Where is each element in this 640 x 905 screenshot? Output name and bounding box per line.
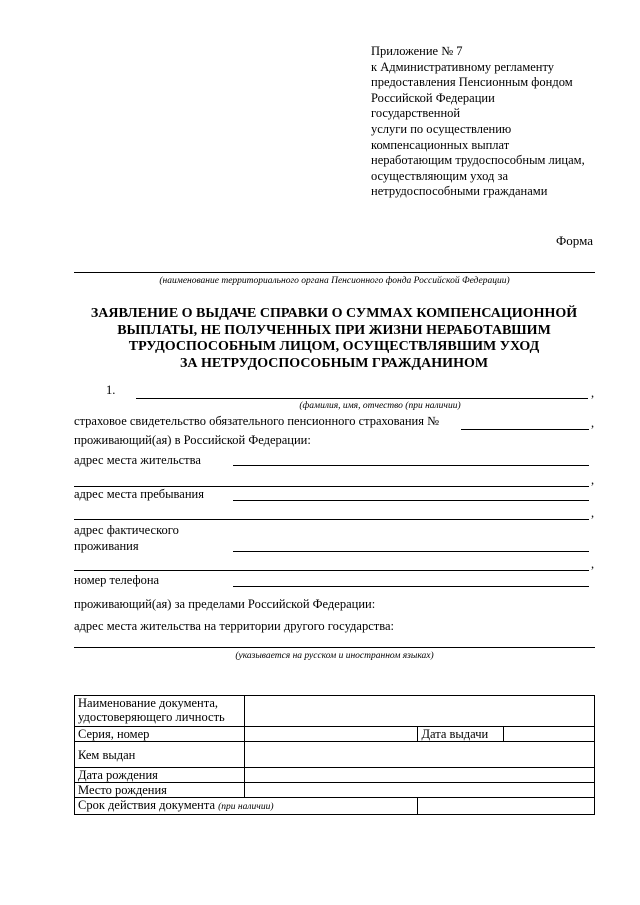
appendix-line: государственной: [371, 106, 461, 121]
address-stay-field-2[interactable]: [74, 519, 589, 520]
document-title: [74, 306, 594, 372]
appendix-line: нетрудоспособными гражданами: [371, 184, 548, 199]
table-row: [75, 696, 595, 727]
issued-by-field[interactable]: [244, 742, 594, 768]
table-row: [75, 798, 595, 815]
phone-label: номер телефона: [74, 573, 160, 587]
resident-rf-label: проживающий(ая) в Российской Федерации:: [74, 433, 311, 447]
doc-name-field[interactable]: [244, 696, 594, 727]
birth-place-field[interactable]: [244, 783, 594, 798]
identity-document-table: [74, 695, 595, 815]
table-row: [75, 783, 595, 798]
lang-caption: (указывается на русском и иностранном языках): [235, 651, 434, 661]
snils-field[interactable]: [461, 429, 589, 430]
address-residence-field[interactable]: [233, 465, 589, 466]
title-line: ЗА НЕТРУДОСПОСОБНЫМ ГРАЖДАНИНОМ: [179, 355, 489, 371]
birth-date-label: Дата рождения: [75, 768, 245, 783]
address-actual-field[interactable]: [233, 551, 589, 552]
appendix-line: услуги по осуществлению: [371, 121, 512, 136]
snils-label: страховое свидетельство обязательного пенсионного страхования №: [74, 414, 440, 428]
doc-name-label: Наименование документа, удостоверяющего личность: [75, 696, 245, 727]
birth-date-field[interactable]: [244, 768, 594, 783]
title-line: ТРУДОСПОСОБНЫМ ЛИЦОМ, ОСУЩЕСТВЛЯВШИМ УХОД: [128, 339, 540, 354]
comma: ,: [591, 386, 595, 400]
appendix-line: осуществляющим уход за: [371, 168, 508, 183]
appendix-block: [371, 44, 621, 200]
address-abroad-field[interactable]: [74, 647, 595, 648]
fio-field[interactable]: [136, 398, 588, 399]
table-row: [75, 768, 595, 783]
issue-date-label: Дата выдачи: [418, 727, 504, 742]
organ-name-line[interactable]: [74, 272, 595, 273]
validity-note: (при наличии): [218, 802, 274, 812]
appendix-line: Российской Федерации: [371, 90, 495, 105]
appendix-line: неработающим трудоспособным лицам,: [371, 153, 585, 168]
appendix-line: к Административному регламенту: [371, 59, 555, 74]
title-line: ВЫПЛАТЫ, НЕ ПОЛУЧЕННЫХ ПРИ ЖИЗНИ НЕРАБОТАВШИМ: [117, 322, 551, 338]
birth-place-label: Место рождения: [75, 783, 245, 798]
address-stay-label: адрес места пребывания: [74, 487, 204, 501]
comma: ,: [591, 557, 595, 571]
issue-date-field[interactable]: [504, 727, 595, 742]
validity-field[interactable]: [418, 798, 595, 815]
form-label: Форма: [556, 233, 593, 248]
address-abroad-label: адрес места жительства на территории другого государства:: [74, 619, 394, 633]
address-actual-label: адрес фактического: [74, 523, 179, 537]
comma: ,: [591, 416, 595, 430]
fio-caption: (фамилия, имя, отчество (при наличии): [299, 401, 461, 411]
table-row: [75, 742, 595, 768]
appendix-line: компенсационных выплат: [371, 137, 510, 152]
series-number-field[interactable]: [244, 727, 418, 742]
address-actual-label-2: проживания: [74, 539, 139, 553]
address-residence-label: адрес места жительства: [74, 453, 201, 467]
appendix-line: предоставления Пенсионным фондом: [371, 75, 573, 90]
address-stay-field[interactable]: [233, 500, 589, 501]
comma: ,: [591, 473, 595, 487]
title-line: ЗАЯВЛЕНИЕ О ВЫДАЧЕ СПРАВКИ О СУММАХ КОМПЕНСАЦИОННОЙ: [90, 306, 578, 321]
phone-field[interactable]: [233, 586, 589, 587]
appendix-line: Приложение № 7: [371, 44, 463, 58]
validity-text: Срок действия документа: [78, 798, 216, 812]
resident-abroad-label: проживающий(ая) за пределами Российской Федерации:: [74, 597, 376, 611]
item-number: 1.: [106, 383, 116, 397]
validity-label: [75, 798, 418, 815]
comma: ,: [591, 506, 595, 520]
table-row: [75, 727, 595, 742]
address-actual-field-2[interactable]: [74, 570, 589, 571]
organ-caption: (наименование территориального органа Пенсионного фонда Российской Федерации): [159, 276, 510, 286]
issued-by-label: Кем выдан: [75, 742, 245, 768]
series-number-label: Серия, номер: [75, 727, 245, 742]
